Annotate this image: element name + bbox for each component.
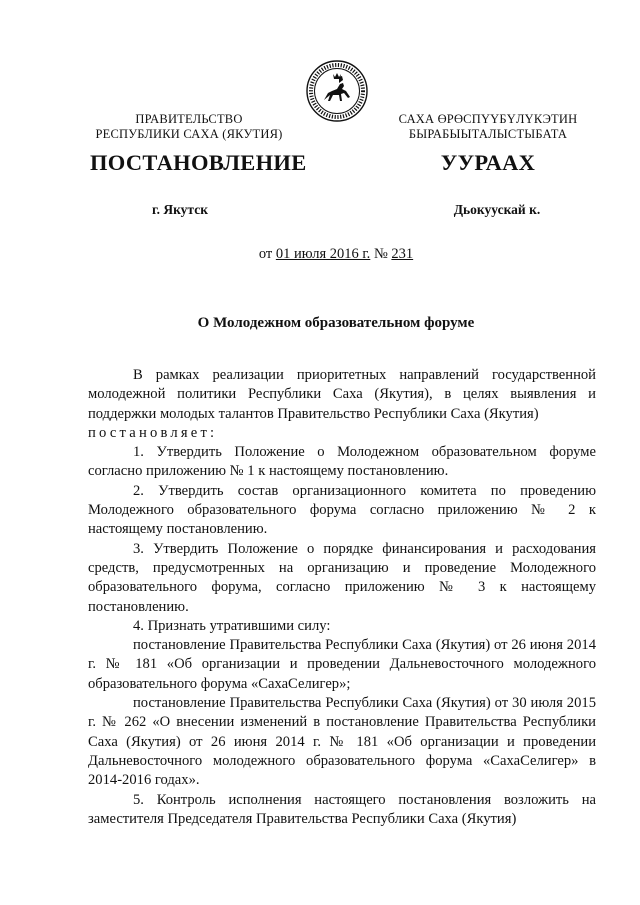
paragraph-3: 3. Утвердить Положение о порядке финансирования и расходования средств, предусмотренных на организацию и проведение Молодежного образовательного форума, согласно приложению № 3 к настоящему постановлению. xyxy=(88,540,596,615)
city-russian: г. Якутск xyxy=(151,202,208,217)
number-prefix: № xyxy=(370,246,392,262)
organization-name-yakut xyxy=(382,112,594,142)
paragraph-4b: постановление Правительства Республики Саха (Якутия) от 30 июля 2015 г. № 262 «О внесении изменений в постановление Правительства Республики Саха (Якутия) от 26 июня 2014 г. № 181 «Об организации и проведении Дальневосточного молодежного образовательного форума «СахаСелигер» в 2014-2016 годах». xyxy=(88,695,596,789)
org-left-line2: РЕСПУБЛИКИ САХА (ЯКУТИЯ) xyxy=(95,127,283,141)
org-right-line1: САХА ӨРӨСПҮҮБҮЛҮКЭТИН xyxy=(398,112,578,126)
org-right-line2: БЫРАБЫЫТАЛЫСТЫБАТА xyxy=(408,127,568,141)
org-left-line1: ПРАВИТЕЛЬСТВО xyxy=(135,112,243,126)
intro-paragraph xyxy=(88,366,596,443)
paragraph-4: 4. Признать утратившими силу: xyxy=(133,617,331,634)
coat-of-arms-emblem xyxy=(306,60,368,122)
date-number-line xyxy=(200,246,472,263)
date-prefix: от xyxy=(258,246,276,262)
paragraph-5: 5. Контроль исполнения настоящего постановления возложить на заместителя Председателя Правительства Республики Саха (Якутия) xyxy=(88,791,596,827)
document-body xyxy=(88,366,596,829)
decree-word: постановляет: xyxy=(88,424,218,441)
decree-number: 231 xyxy=(391,246,414,262)
doc-type-yakut: УУРААХ xyxy=(440,150,536,175)
city-yakut: Дьокуускай к. xyxy=(453,202,541,217)
doc-type-russian: ПОСТАНОВЛЕНИЕ xyxy=(90,150,307,175)
organization-name-russian xyxy=(86,112,292,142)
paragraph-1: 1. Утвердить Положение о Молодежном образовательном форуме согласно приложению № 1 к настоящему постановлению. xyxy=(88,444,596,480)
intro-text: В рамках реализации приоритетных направлений государственной молодежной политики Республики Саха (Якутия), в целях выявления и поддержки молодых талантов Правительство Республики Саха (Якутия) xyxy=(88,367,596,422)
paragraph-4a: постановление Правительства Республики Саха (Якутия) от 26 июня 2014 г. № 181 «Об организации и проведении Дальневосточного молодежного образовательного форума «СахаСелигер»; xyxy=(88,637,596,692)
decree-date: 01 июля 2016 г. xyxy=(275,246,371,262)
document-title: О Молодежном образовательном форуме xyxy=(197,315,475,331)
paragraph-2: 2. Утвердить состав организационного комитета по проведению Молодежного образовательного форума согласно приложению № 2 к настоящему постановлению. xyxy=(88,482,596,538)
